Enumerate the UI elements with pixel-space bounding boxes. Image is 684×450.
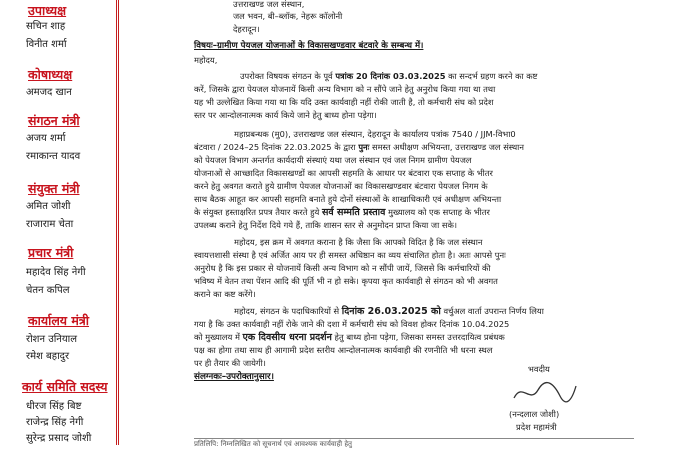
para2-line: करने हेतु अवगत कराते हुये ग्रामीण पेयजल योजनाओं का विकासखण्डवार बंटवारा पेयजल निगम के [194,181,488,191]
address-line-2: जल भवन, बी–ब्लॉक, नेहरू कॉलोनी [233,11,343,21]
para4-line: को मुख्यालय में एक दिवसीय धरना प्रदर्शन हेतु बाध्य होना पड़ेगा, जिसका समस्त उत्तरदायित्व प्रबंधक [194,332,505,343]
para1-line: स्तर पर आन्दोलनात्मक कार्य किये जाने हेतु बाध्य होना पड़ेगा। [194,110,377,120]
para2-line: को पेयजल विभाग अन्तर्गत कार्यदायी संस्थाएं यथा जल संस्थान एवं जल निगम ग्रामीण पेयजल [194,155,472,165]
member-name: अमित जोशी [26,201,71,212]
role-publicity-minister: प्रचार मंत्री [28,245,74,260]
signature-scribble [510,378,580,406]
letter-body [122,0,682,448]
address-line-3: देहरादून। [233,24,260,34]
para2-line: बंटवारा / 2024–25 दिनांक 22.03.2025 के द्वारा पुनः समस्त अधीक्षण अभियन्ता, उत्तराखण्ड जल संस्थान [194,142,524,152]
signer-title: प्रदेश महामंत्री [516,422,557,432]
para3-line: महोदय, इस क्रम में अवगत कराना है कि जैसा कि आपको विदित है कि जल संस्थान [234,237,483,247]
member-name: सुरेन्द्र प्रसाद जोशी [26,433,92,444]
signer-name: (नन्दलाल जोशी) [509,409,560,419]
subject-text: ग्रामीण पेयजल योजनाओं के विकासखण्डवार बंटवारे के सम्बन्ध में। [217,41,424,51]
para2-line: के संयुक्त हस्ताक्षरित प्रपत्र तैयार करते हुये सर्व सम्मति प्रस्ताव मुख्यालय को एक सप्ताह के भीतर [194,207,490,218]
enclosure-note: संलग्नकः–उपरोक्तानुसार। [194,372,274,382]
salutation: महोदय, [194,55,218,65]
subject-line [194,41,423,52]
role-treasurer: कोषाध्यक्ष [28,67,73,82]
copy-to-partial: प्रतिलिपि: निम्नलिखित को सूचनार्थ एवं आवश्यक कार्यवाही हेतु [194,440,353,448]
protest-notice: एक दिवसीय धरना प्रदर्शन [242,332,332,343]
para4-line: गया है कि उक्त कार्यवाही नहीं रोके जाने की दशा में कर्मचारी संघ को विवश होकर दिनांक 10.04.2025 [194,319,510,329]
member-name: रमाकान्त यादव [26,151,81,162]
para1-line: करें, जिसके द्वारा पेयजल योजनायें किसी अन्य विभाग को न सौंपे जाने हेतु अनुरोध किया गया था तथा [194,84,496,94]
address-line-1: उत्तराखण्ड जल संस्थान, [233,0,305,9]
meeting-date: दिनांक 26.03.2025 को [341,306,441,317]
member-name: राजेन्द्र सिंह नेगी [26,417,84,428]
para2-line: साथ बैठक आहूत कर आपसी सहमति बनाते हुये दोनों संस्थाओं के शाखाधिकारी एवं अधीक्षण अभियन्ता [194,194,502,204]
closing-valediction: भवदीय [528,364,550,374]
para2-line: योजनाओं से आच्छादित विकासखण्डों का आपसी सहमति के आधार पर बंटवारा एक सप्ताह के भीतर [194,168,493,178]
consensus-proposal: सर्व सम्मति प्रस्ताव [321,207,386,218]
role-working-committee-member: कार्य समिति सदस्य [22,379,108,394]
para3-line: कराने का कष्ट करेंगे। [194,289,256,299]
letter-reference: पत्रांक 20 दिनांक 03.03.2025 [335,71,446,81]
para1-line: यह भी उल्लेखित किया गया था कि यदि उक्त कार्यवाही नहीं रोकी जाती है, तो कर्मचारी संघ को प्रदेश [194,97,494,107]
office-bearers-sidebar [0,0,119,445]
para3-line: स्वायत्तशासी संस्था है एवं अर्जित आय पर ही समस्त अधिष्ठान का व्यय संचालित होता है। अतः आपसे पुनः [194,250,506,260]
para4-line: महोदय, संगठन के पदाधिकारियों से दिनांक 26.03.2025 को वर्चुअल वार्ता उपरान्त निर्णय लिया [234,306,544,317]
para1-line: उपरोक्त विषयक संगठन के पूर्व पत्रांक 20 दिनांक 03.03.2025 का सन्दर्भ ग्रहण करने का कष्ट [240,71,538,81]
role-joint-minister: संयुक्त मंत्री [28,181,80,196]
member-name: सचिन शाह [26,21,66,32]
member-name: विनीत शर्मा [26,39,67,50]
member-name: चेतन कपिल [26,285,70,296]
para4-line: पक्ष का होगा तथा साथ ही आगामी प्रदेश स्तरीय आन्दोलनात्मक कार्यवाही की रणनीति भी धरना स्थल [194,345,493,355]
para2-line: उपलब्ध कराने हेतु निर्देश दिये गये हैं, ताकि शासन स्तर से अनुमोदन प्राप्त किया जा सके। [194,220,457,230]
member-name: रोशन उनियाल [26,334,77,345]
member-name: राजाराम चेता [26,219,74,230]
para4-line: पर ही तैयार की जायेगी। [194,358,266,368]
member-name: धीरज सिंह बिष्ट [26,401,82,412]
member-name: महादेव सिंह नेगी [26,267,86,278]
role-office-minister: कार्यालय मंत्री [28,313,90,328]
subject-label: विषयः– [194,41,217,51]
role-vice-president: उपाध्यक्ष [28,3,67,18]
member-name: अजय शर्मा [26,133,66,144]
member-name: रमेश बहादुर [26,351,70,362]
member-name: अमजद खान [26,87,72,98]
role-organization-minister: संगठन मंत्री [28,113,80,128]
para2-line: महाप्रबन्धक (मु0), उत्तराखण्ड जल संस्थान, देहरादून के कार्यालय पत्रांक 7540 / JJM-विभा0 [234,129,516,139]
para3-line: भविष्य में वेतन तथा पेंशन आदि की पूर्ति भी न हो सके। कृपया कृत कार्यवाही से संगठन को भी अवगत [194,276,498,286]
para3-line: अनुरोध है कि इस प्रकार से योजनायें किसी अन्य विभाग को न सौंपी जायें, जिससे कि कर्मचारियों की [194,263,491,273]
